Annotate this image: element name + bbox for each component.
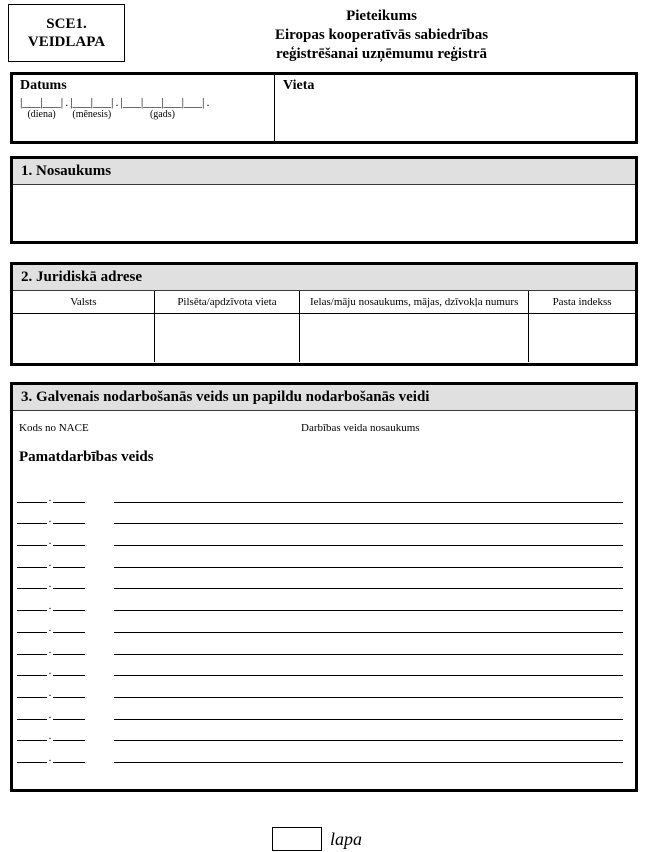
activity-name-field[interactable] bbox=[114, 545, 623, 546]
nace-code-field-minor[interactable] bbox=[53, 588, 85, 589]
nace-activity-row bbox=[13, 633, 635, 655]
activity-name-field[interactable] bbox=[114, 697, 623, 698]
column-header-country: Valsts bbox=[13, 291, 154, 313]
nace-activity-row bbox=[13, 481, 635, 503]
nace-code-field-major[interactable] bbox=[17, 654, 47, 655]
month-field-group[interactable] bbox=[70, 96, 113, 120]
date-separator: . bbox=[115, 95, 119, 109]
column-header-postal-code: Pasta indekss bbox=[529, 291, 635, 313]
activity-name-field[interactable] bbox=[114, 762, 623, 763]
page-number-label: lapa bbox=[330, 828, 363, 849]
date-label: Datums bbox=[20, 78, 67, 93]
page-number-footer bbox=[272, 827, 645, 851]
day-caption: (diena) bbox=[27, 109, 56, 120]
nace-code-field-major[interactable] bbox=[17, 545, 47, 546]
year-field-group[interactable] bbox=[120, 96, 204, 120]
activity-name-field[interactable] bbox=[114, 502, 623, 503]
nace-activity-row bbox=[13, 720, 635, 742]
nace-code-field-minor[interactable] bbox=[53, 697, 85, 698]
nace-code-field-minor[interactable] bbox=[53, 610, 85, 611]
nace-code-dot: . bbox=[48, 643, 52, 656]
nace-code-dot: . bbox=[48, 665, 52, 678]
section-legal-address bbox=[10, 262, 638, 366]
nace-code-field-major[interactable] bbox=[17, 632, 47, 633]
city-field[interactable] bbox=[154, 313, 300, 362]
nace-activity-row bbox=[13, 546, 635, 568]
page-number-field[interactable] bbox=[272, 827, 322, 851]
nace-code-dot: . bbox=[48, 730, 52, 743]
name-input-area[interactable] bbox=[13, 185, 635, 241]
nace-code-dot: . bbox=[48, 708, 52, 721]
nace-code-field-major[interactable] bbox=[17, 697, 47, 698]
nace-code-dot: . bbox=[48, 513, 52, 526]
day-field[interactable]: |___|___| bbox=[20, 95, 64, 109]
nace-code-dot: . bbox=[48, 491, 52, 504]
form-title bbox=[125, 4, 638, 64]
nace-activity-row bbox=[13, 676, 635, 698]
nace-activity-row bbox=[13, 655, 635, 677]
activity-name-field[interactable] bbox=[114, 719, 623, 720]
activity-name-field[interactable] bbox=[114, 740, 623, 741]
activity-name-field[interactable] bbox=[114, 610, 623, 611]
form-title-line3: reģistrēšanai uzņēmumu reģistrā bbox=[275, 46, 488, 62]
nace-code-field-major[interactable] bbox=[17, 719, 47, 720]
form-title-line1: Pieteikums bbox=[346, 8, 417, 24]
nace-code-dot: . bbox=[48, 578, 52, 591]
nace-code-field-major[interactable] bbox=[17, 610, 47, 611]
nace-code-field-major[interactable] bbox=[17, 740, 47, 741]
nace-activity-row bbox=[13, 568, 635, 590]
nace-code-dot: . bbox=[48, 621, 52, 634]
address-table-header-row bbox=[13, 291, 635, 313]
date-input-line bbox=[20, 96, 267, 120]
date-separator: . bbox=[206, 95, 210, 109]
main-activity-subheading: Pamatdarbības veids bbox=[19, 449, 154, 465]
section-activities bbox=[10, 382, 638, 792]
activity-name-field[interactable] bbox=[114, 588, 623, 589]
nace-rows bbox=[13, 481, 635, 763]
section-legal-address-header: 2. Juridiskā adrese bbox=[13, 265, 635, 291]
nace-code-dot: . bbox=[48, 556, 52, 569]
place-label: Vieta bbox=[283, 78, 315, 93]
column-header-street: Ielas/māju nosaukums, mājas, dzīvokļa numurs bbox=[300, 291, 529, 313]
activities-column-labels bbox=[13, 422, 635, 436]
form-code-type: VEIDLAPA bbox=[27, 34, 106, 50]
month-field[interactable]: |___|___| bbox=[70, 95, 114, 109]
nace-code-field-major[interactable] bbox=[17, 762, 47, 763]
date-place-box bbox=[10, 72, 638, 144]
nace-code-label: Kods no NACE bbox=[19, 422, 89, 434]
nace-activity-row bbox=[13, 524, 635, 546]
year-field[interactable]: |___|___|___|___| bbox=[120, 95, 205, 109]
activity-name-label: Darbības veida nosaukums bbox=[301, 422, 420, 434]
section-name-header: 1. Nosaukums bbox=[13, 159, 635, 185]
nace-code-dot: . bbox=[48, 751, 52, 764]
nace-code-field-major[interactable] bbox=[17, 675, 47, 676]
nace-code-field-minor[interactable] bbox=[53, 523, 85, 524]
activity-name-field[interactable] bbox=[114, 632, 623, 633]
nace-code-field-major[interactable] bbox=[17, 502, 47, 503]
nace-code-field-minor[interactable] bbox=[53, 675, 85, 676]
nace-activity-row bbox=[13, 503, 635, 525]
section-name bbox=[10, 156, 638, 244]
form-code-badge bbox=[8, 4, 125, 62]
nace-activity-row bbox=[13, 741, 635, 763]
nace-code-field-minor[interactable] bbox=[53, 502, 85, 503]
activity-name-field[interactable] bbox=[114, 523, 623, 524]
nace-activity-row bbox=[13, 589, 635, 611]
nace-code-field-major[interactable] bbox=[17, 523, 47, 524]
nace-code-field-minor[interactable] bbox=[53, 654, 85, 655]
activity-name-field[interactable] bbox=[114, 654, 623, 655]
form-header bbox=[0, 0, 645, 64]
nace-code-field-minor[interactable] bbox=[53, 762, 85, 763]
address-table bbox=[13, 291, 635, 362]
nace-code-dot: . bbox=[48, 600, 52, 613]
activity-name-field[interactable] bbox=[114, 675, 623, 676]
address-table-row bbox=[13, 313, 635, 362]
place-cell[interactable] bbox=[275, 75, 635, 141]
date-separator: . bbox=[65, 95, 69, 109]
nace-code-field-minor[interactable] bbox=[53, 740, 85, 741]
street-field[interactable] bbox=[300, 313, 529, 362]
year-caption: (gads) bbox=[149, 109, 175, 120]
nace-code-field-minor[interactable] bbox=[53, 567, 85, 568]
section-activities-header: 3. Galvenais nodarbošanās veids un papildu nodarbošanās veidi bbox=[13, 385, 635, 411]
date-cell bbox=[13, 75, 275, 141]
activity-name-field[interactable] bbox=[114, 567, 623, 568]
day-field-group[interactable] bbox=[20, 96, 63, 120]
country-field[interactable] bbox=[13, 313, 154, 362]
column-header-city: Pilsēta/apdzīvota vieta bbox=[154, 291, 300, 313]
nace-code-dot: . bbox=[48, 535, 52, 548]
nace-activity-row bbox=[13, 698, 635, 720]
nace-code-dot: . bbox=[48, 686, 52, 699]
nace-code-field-minor[interactable] bbox=[53, 719, 85, 720]
form-title-line2: Eiropas kooperatīvās sabiedrības bbox=[274, 27, 489, 43]
nace-code-field-minor[interactable] bbox=[53, 545, 85, 546]
nace-code-field-major[interactable] bbox=[17, 567, 47, 568]
postal-code-field[interactable] bbox=[529, 313, 635, 362]
month-caption: (mēnesis) bbox=[72, 109, 112, 120]
nace-code-field-major[interactable] bbox=[17, 588, 47, 589]
nace-activity-row bbox=[13, 611, 635, 633]
form-code: SCE1. bbox=[46, 16, 87, 32]
nace-code-field-minor[interactable] bbox=[53, 632, 85, 633]
